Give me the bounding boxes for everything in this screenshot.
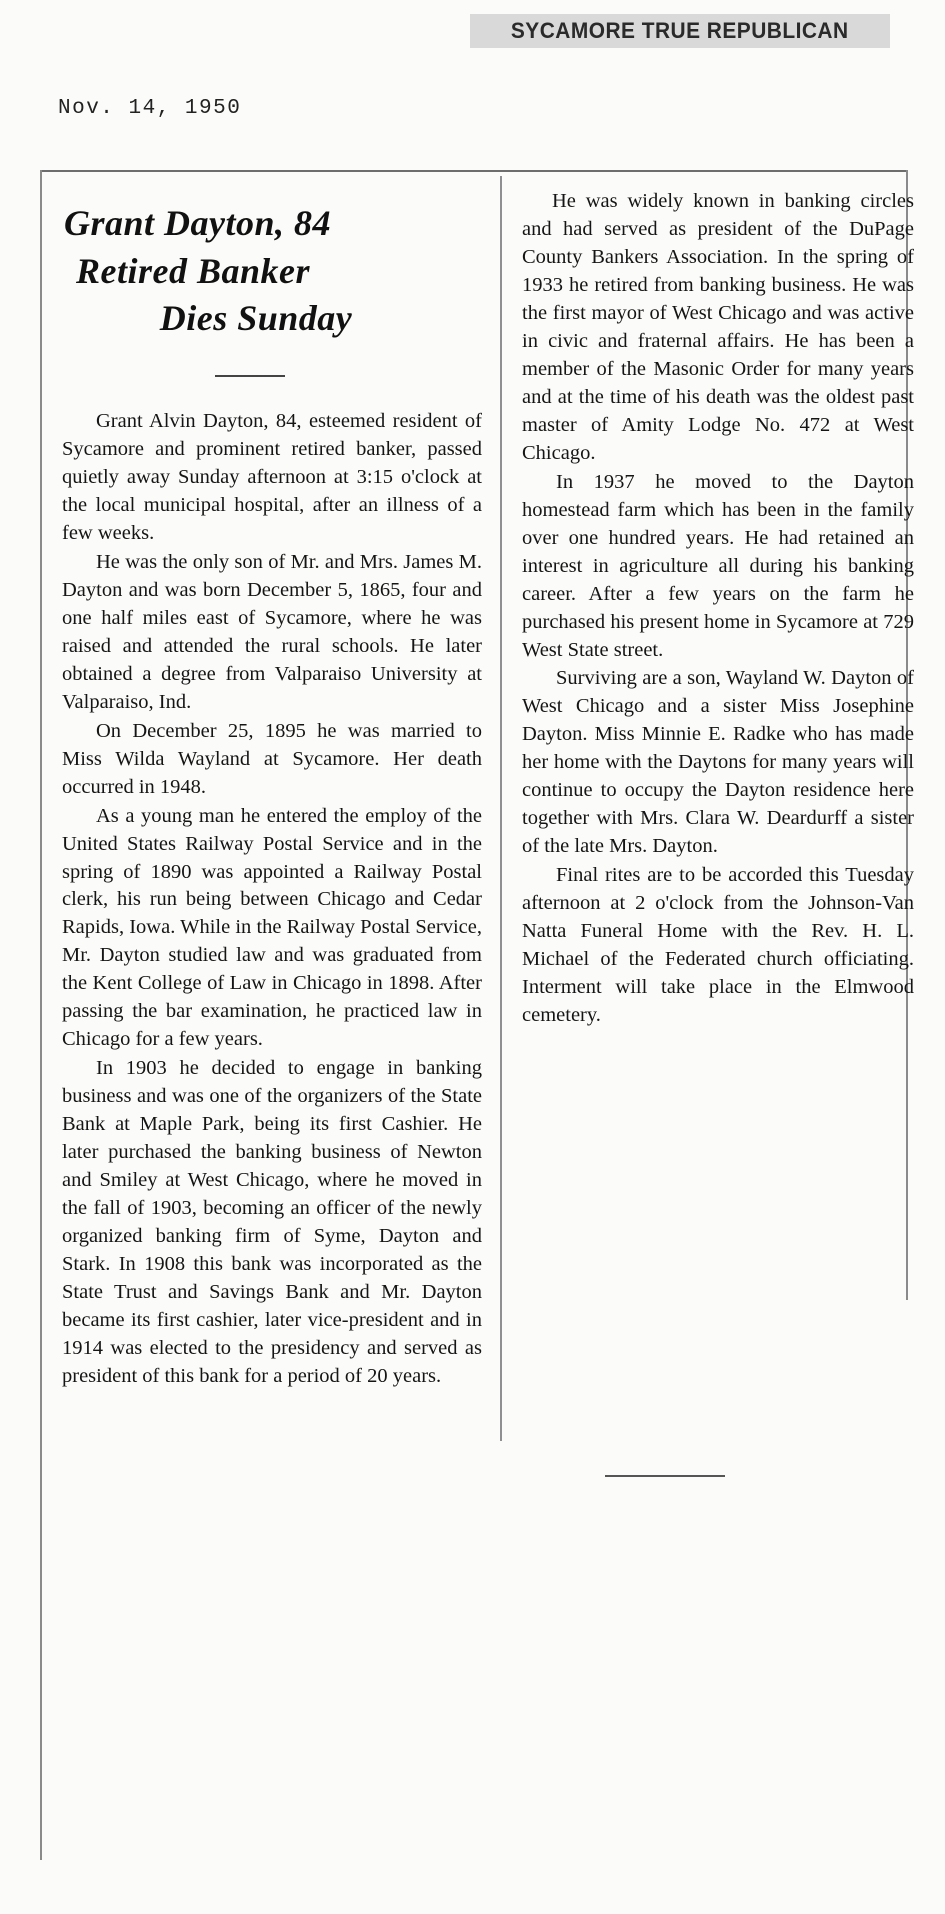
paragraph: He was the only son of Mr. and Mrs. James M. Dayton and was born December 5, 1865, four and one half miles east of Sycamore, where he was raised and attended the rural schools. He later obtained a degree from Valparaiso University at Valparaiso, Ind. bbox=[62, 550, 482, 713]
paragraph: In 1903 he decided to engage in banking business and was one of the organizers of the State Bank at Maple Park, being its first Cashier. He later purchased the banking business of Newton and Smiley at West Chicago, where he moved in the fall of 1903, becoming an officer of the newly organized banking firm of Syme, Dayton and Stark. In 1908 this bank was incorporated as the State Trust and Savings Bank and Mr. Dayton became its first cashier, later vice-president and in 1914 was elected to the presidency and served as president of this bank for a period of 20 years. bbox=[62, 1057, 482, 1387]
clipping-left-rule bbox=[40, 170, 42, 1860]
column-divider-rule bbox=[500, 176, 502, 1441]
article-right-column bbox=[522, 188, 914, 1030]
headline-line-2: Retired Banker bbox=[76, 250, 311, 291]
masthead-banner bbox=[470, 14, 890, 48]
clipping-top-rule bbox=[40, 170, 908, 172]
article-headline bbox=[58, 200, 478, 343]
headline-line-3: Dies Sunday bbox=[159, 298, 353, 339]
paragraph: Surviving are a son, Wayland W. Dayton of West Chicago and a sister Miss Josephine Dayton. Miss Minnie E. Radke who has made her home with the Daytons for many years will continue to occupy the Dayton residence here together with Mrs. Clara W. Deardurff a sister of the late Mrs. Dayton. bbox=[522, 667, 914, 858]
paragraph: He was widely known in banking circles and had served as president of the DuPage County Bankers Association. In the spring of 1933 he retired from banking business. He was the first mayor of West Chicago and was active in civic and fraternal affairs. He has been a member of the Masonic Order for many years and at the time of his death was the oldest past master of Amity Lodge No. 472 at West Chicago. bbox=[522, 190, 914, 464]
newspaper-title: SYCAMORE TRUE REPUBLICAN bbox=[511, 18, 849, 43]
paragraph: Final rites are to be accorded this Tuesday afternoon at 2 o'clock from the Johnson-Van Natta Funeral Home with the Rev. H. L. Michael of the Federated church officiating. Interment will take place in the Elmwood cemetery. bbox=[522, 864, 914, 1027]
paragraph: As a young man he entered the employ of the United States Railway Postal Service and in the spring of 1890 was appointed a Railway Postal clerk, his run being between Chicago and Cedar Rapids, Iowa. While in the Railway Postal Service, Mr. Dayton studied law and was graduated from the Kent College of Law in Chicago in 1898. After passing the bar examination, he practiced law in Chicago for a few years. bbox=[62, 804, 482, 1051]
article-clipping bbox=[40, 170, 914, 1870]
headline-line-1: Grant Dayton, 84 bbox=[64, 203, 332, 243]
paragraph: On December 25, 1895 he was married to Miss Wilda Wayland at Sycamore. Her death occurred in 1948. bbox=[62, 719, 482, 798]
paragraph: In 1937 he moved to the Dayton homestead farm which has been in the family over one hundred years. He had retained an interest in agriculture all during his banking career. After a few years on the farm he purchased his present home in Sycamore at 729 West State street. bbox=[522, 470, 914, 661]
article-end-dash bbox=[605, 1475, 725, 1477]
paragraph: Grant Alvin Dayton, 84, esteemed resident of Sycamore and prominent retired banker, passed quietly away Sunday afternoon at 3:15 o'clock at the local municipal hospital, after an illness of a few weeks. bbox=[62, 410, 482, 544]
publication-date: Nov. 14, 1950 bbox=[58, 97, 242, 120]
article-left-column bbox=[62, 408, 482, 1391]
headline-divider-dash bbox=[215, 375, 285, 377]
